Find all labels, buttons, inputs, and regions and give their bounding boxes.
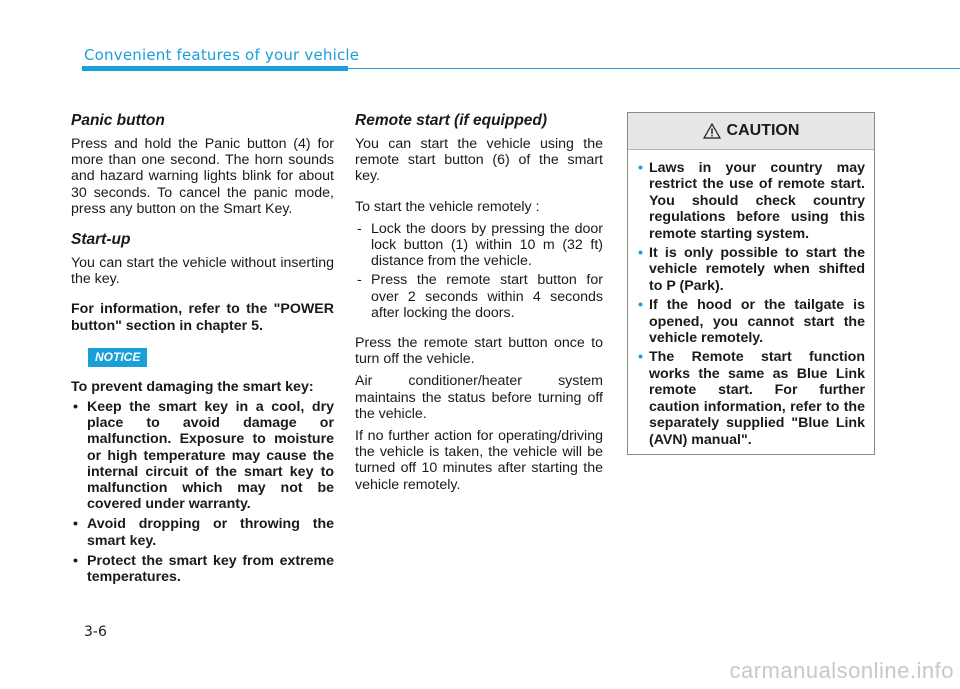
list-item: • Laws in your country may restrict the use of remote start. You should check country regulations before using this remote starting system. bbox=[638, 160, 865, 242]
header-accent-bar bbox=[82, 66, 348, 71]
notice-intro: To prevent damaging the smart key: bbox=[71, 378, 314, 395]
list-item: • The Remote start function works the same as Blue Link remote start. For further caution information, refer to the separately supplied "Blue Link (AVN) manual". bbox=[638, 349, 865, 447]
caution-header bbox=[628, 113, 874, 150]
list-item: • Keep the smart key in a cool, dry place to avoid damage or malfunction. Exposure to moisture or high temperature may cause the internal circuit of the smart key to malfunction which may not be covered under warranty. bbox=[71, 399, 334, 512]
remote-heading: Remote start (if equipped) bbox=[355, 112, 548, 129]
remote-p2: Air conditioner/heater system maintains the status before turning off the vehicle. bbox=[355, 373, 603, 422]
remote-steps bbox=[355, 221, 603, 321]
panic-text: Press and hold the Panic button (4) for more than one second. The horn sounds and hazard warning lights blink for about 30 seconds. To cancel the panic mode, press any button on the Smart Key. bbox=[71, 136, 334, 217]
watermark: carmanualsonline.info bbox=[729, 658, 954, 683]
panic-heading: Panic button bbox=[71, 112, 165, 129]
startup-info: For information, refer to the "POWER button" section in chapter 5. bbox=[71, 301, 334, 334]
list-item: • Avoid dropping or throwing the smart key. bbox=[71, 516, 334, 548]
list-item: • If the hood or the tailgate is opened, you cannot start the vehicle remotely. bbox=[638, 297, 865, 346]
notice-badge: NOTICE bbox=[88, 348, 147, 367]
notice-list bbox=[71, 399, 334, 585]
remote-steps-intro: To start the vehicle remotely : bbox=[355, 198, 540, 215]
remote-p1: Press the remote start button once to turn off the vehicle. bbox=[355, 335, 603, 368]
page-number: 3-6 bbox=[84, 624, 107, 640]
remote-p3: If no further action for operating/driving the vehicle is taken, the vehicle will be turned off 10 minutes after starting the vehicle remotely. bbox=[355, 428, 603, 493]
left-column bbox=[71, 112, 334, 589]
startup-heading: Start-up bbox=[71, 231, 131, 249]
startup-text: You can start the vehicle without inserting the key. bbox=[71, 255, 334, 288]
list-item: - Press the remote start button for over 2 seconds within 4 seconds after locking the doors. bbox=[355, 272, 603, 321]
middle-column bbox=[355, 112, 603, 507]
list-item: • Protect the smart key from extreme temperatures. bbox=[71, 553, 334, 585]
caution-title: CAUTION bbox=[726, 122, 800, 139]
list-item: - Lock the doors by pressing the door lock button (1) within 10 m (32 ft) distance from the vehicle. bbox=[355, 221, 603, 270]
caution-box bbox=[627, 112, 875, 455]
header-rule bbox=[348, 68, 960, 69]
remote-intro: You can start the vehicle using the remote start button (6) of the smart key. bbox=[355, 136, 603, 185]
section-title: Convenient features of your vehicle bbox=[84, 46, 360, 64]
list-item: • It is only possible to start the vehicle remotely when shifted to P (Park). bbox=[638, 245, 865, 294]
warning-icon bbox=[703, 123, 721, 139]
caution-list bbox=[628, 150, 874, 448]
